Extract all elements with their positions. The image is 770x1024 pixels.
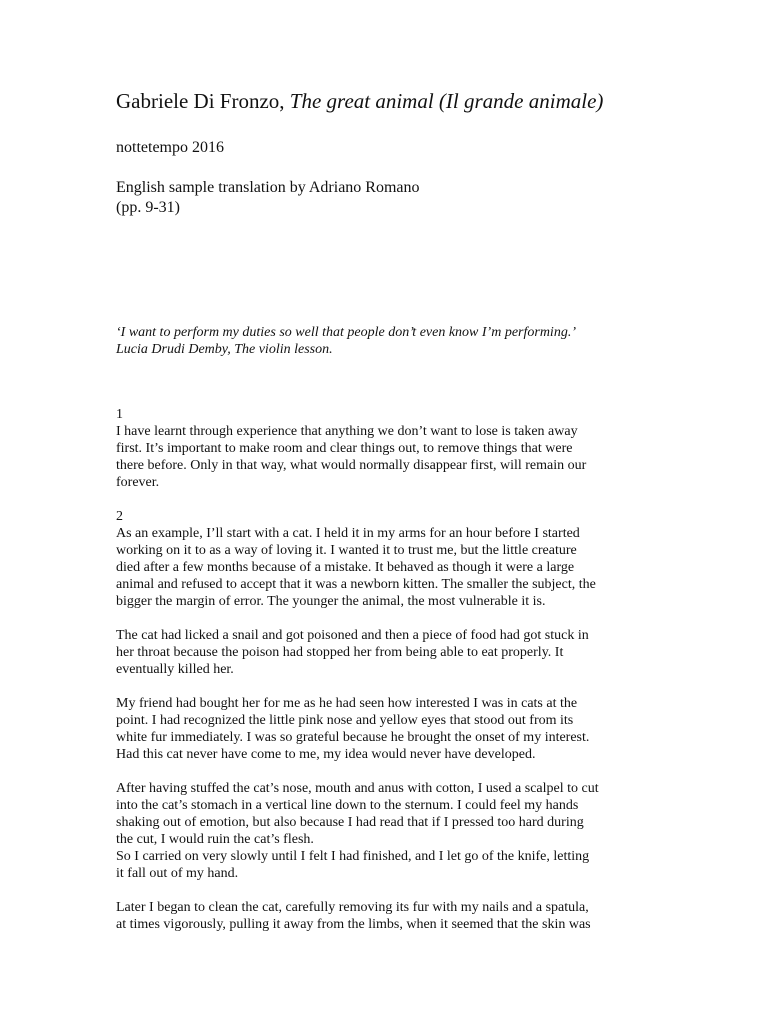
paragraph [116, 695, 656, 763]
paragraph-gap [116, 882, 656, 899]
paragraph [116, 627, 656, 678]
text-line: My friend had bought her for me as he had seen how interested I was in cats at the [116, 696, 578, 711]
book-title-line [116, 88, 603, 114]
text-line: her throat because the poison had stopped her from being able to eat properly. It [116, 645, 564, 660]
text-line: it fall out of my hand. [116, 866, 239, 881]
text-line: the cut, I would ruin the cat’s flesh. [116, 832, 314, 847]
paragraph-gap [116, 610, 656, 627]
paragraph [116, 525, 656, 610]
paragraph-gap [116, 678, 656, 695]
text-line: animal and refused to accept that it was a newborn kitten. The smaller the subject, the [116, 577, 596, 592]
paragraph-gap [116, 763, 656, 780]
text-line: forever. [116, 475, 160, 490]
text-line: I have learnt through experience that anything we don’t want to lose is taken away [116, 424, 578, 439]
page-range: (pp. 9-31) [116, 199, 180, 216]
text-line: The cat had licked a snail and got poisoned and then a piece of food had got stuck in [116, 628, 589, 643]
text-line: point. I had recognized the little pink nose and yellow eyes that stood out from its [116, 713, 574, 728]
section-1 [116, 406, 656, 491]
epigraph-source: Lucia Drudi Demby, The violin lesson. [116, 342, 333, 357]
text-line: After having stuffed the cat’s nose, mouth and anus with cotton, I used a scalpel to cut [116, 781, 599, 796]
section-2 [116, 508, 656, 933]
publisher-line: nottetempo 2016 [116, 139, 224, 156]
epigraph [116, 324, 576, 358]
text-line: eventually killed her. [116, 662, 234, 677]
paragraph [116, 423, 656, 491]
text-line: white fur immediately. I was so grateful because he brought the onset of my interest. [116, 730, 590, 745]
text-line: bigger the margin of error. The younger the animal, the most vulnerable it is. [116, 594, 546, 609]
text-line: there before. Only in that way, what would normally disappear first, will remain our [116, 458, 587, 473]
text-line: Later I began to clean the cat, carefully removing its fur with my nails and a spatula, [116, 900, 589, 915]
author-name: Gabriele Di Fronzo, [116, 89, 290, 113]
paragraph [116, 780, 656, 882]
text-line: first. It’s important to make room and clear things out, to remove things that were [116, 441, 573, 456]
text-line: into the cat’s stomach in a vertical line down to the sternum. I could feel my hands [116, 798, 579, 813]
text-line: shaking out of emotion, but also because I had read that if I pressed too hard during [116, 815, 584, 830]
text-line: Had this cat never have come to me, my idea would never have developed. [116, 747, 536, 762]
translation-credit: English sample translation by Adriano Romano [116, 179, 420, 196]
section-number: 1 [116, 407, 123, 422]
section-number: 2 [116, 509, 123, 524]
text-line: at times vigorously, pulling it away from the limbs, when it seemed that the skin was [116, 917, 591, 932]
work-title: The great animal (Il grande animale) [289, 89, 604, 113]
epigraph-quote: ‘I want to perform my duties so well that people don’t even know I’m performing.’ [116, 325, 576, 340]
section-gap [116, 491, 656, 508]
paragraph [116, 899, 656, 933]
text-line: So I carried on very slowly until I felt I had finished, and I let go of the knife, letting [116, 849, 590, 864]
text-line: working on it to as a way of loving it. I wanted it to trust me, but the little creature [116, 543, 577, 558]
text-line: died after a few months because of a mistake. It behaved as though it were a large [116, 560, 575, 575]
text-line: As an example, I’ll start with a cat. I held it in my arms for an hour before I started [116, 526, 580, 541]
body-text [116, 406, 656, 933]
